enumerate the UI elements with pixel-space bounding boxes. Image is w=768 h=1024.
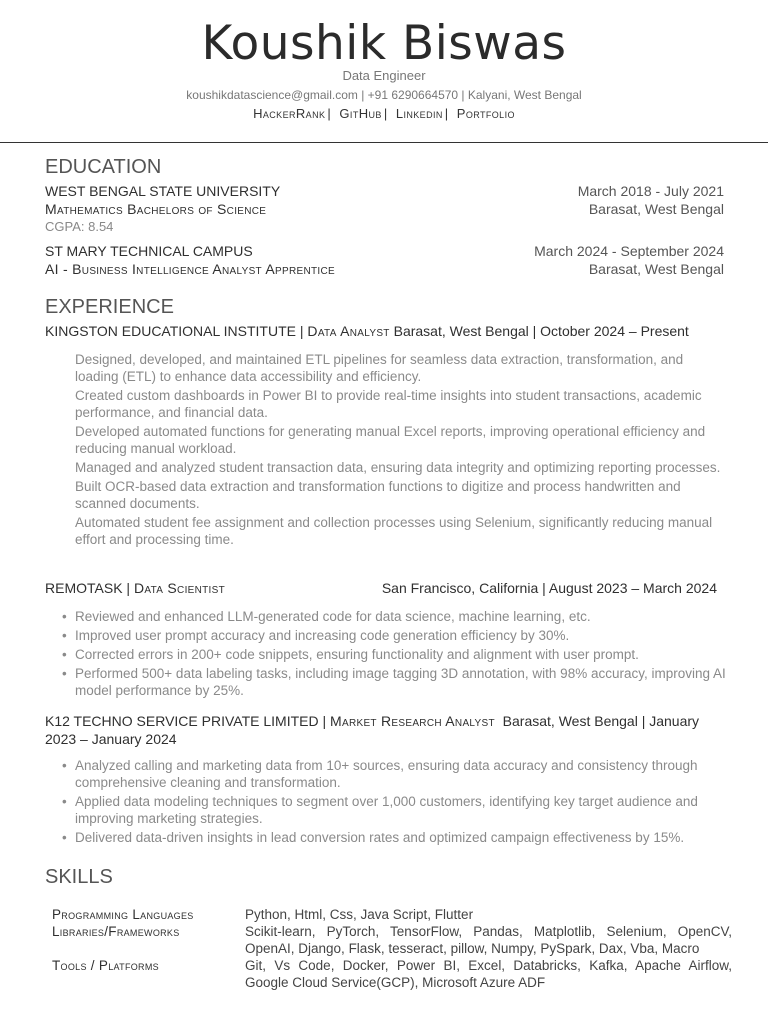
bullet-text: Corrected errors in 200+ code snippets, ensuring functionality and alignment with user prompt.: [75, 647, 639, 662]
degree-name: Mathematics Bachelors of Science: [45, 201, 267, 217]
bullet-dot-icon: •: [62, 830, 67, 845]
skill-value: Scikit-learn, PyTorch, TensorFlow, Pandas, Matplotlib, Selenium, OpenCV, OpenAI, Django, Flask, tesseract, pillow, Numpy, PySpark, Dax, Vba, Macro: [245, 924, 732, 956]
skill-row: [52, 957, 732, 991]
job-header: KINGSTON EDUCATIONAL INSTITUTE | Data Analyst Barasat, West Bengal | October 2024 – Present: [45, 323, 689, 339]
bullet-text: Automated student fee assignment and collection processes using Selenium, significantly reducing manual effort and processing time.: [75, 515, 713, 547]
education-entry-degree: [45, 201, 724, 217]
skill-value: Python, Html, Css, Java Script, Flutter: [245, 907, 474, 922]
bullet-text: Delivered data-driven insights in lead conversion rates and optimized campaign effectiveness by 15%.: [75, 830, 685, 845]
bullet-item: [62, 423, 730, 457]
bullet-dot-icon: •: [62, 794, 67, 809]
bullet-item: [62, 665, 730, 699]
job-role: Market Research Analyst: [330, 713, 495, 729]
company-name: REMOTASK: [45, 580, 123, 596]
bullet-item: [62, 478, 730, 512]
bullet-item: [62, 829, 730, 846]
profile-links: [0, 106, 768, 121]
bullet-text: Managed and analyzed student transaction data, ensuring data integrity and optimizing reporting processes.: [75, 460, 721, 475]
degree-name: AI - Business Intelligence Analyst Apprentice: [45, 261, 335, 277]
contact-line: koushikdatascience@gmail.com | +91 6290664570 | Kalyani, West Bengal: [186, 88, 582, 102]
job-meta: San Francisco, California | August 2023 – March 2024: [381, 580, 717, 596]
experience-heading: EXPERIENCE: [45, 296, 174, 318]
school-name: WEST BENGAL STATE UNIVERSITY: [45, 183, 281, 199]
link-linkedin[interactable]: Linkedin: [395, 106, 443, 121]
education-entry-school: [45, 183, 724, 199]
education-gpa: CGPA: 8.54: [45, 219, 114, 234]
education-entry-degree: [45, 261, 724, 277]
bullet-dot-icon: •: [62, 609, 67, 624]
header-divider: [0, 142, 768, 143]
school-dates: March 2024 - September 2024: [534, 243, 724, 259]
bullet-dot-icon: •: [62, 647, 67, 662]
bullet-item: [62, 459, 730, 476]
school-name: ST MARY TECHNICAL CAMPUS: [45, 243, 253, 259]
bullet-item: [62, 793, 730, 827]
bullet-text: Reviewed and enhanced LLM-generated code for data science, machine learning, etc.: [75, 609, 591, 624]
bullet-text: Performed 500+ data labeling tasks, including image tagging 3D annotation, with 98% accuracy, improving AI model performance by 25%.: [75, 666, 726, 698]
skill-row: [52, 923, 732, 957]
job-bullets: [62, 608, 730, 701]
company-name: KINGSTON EDUCATIONAL INSTITUTE: [45, 323, 296, 339]
candidate-name: Koushik Biswas: [201, 16, 567, 71]
bullet-text: Applied data modeling techniques to segment over 1,000 customers, identifying key target audience and improving marketing strategies.: [75, 794, 698, 826]
job-meta: Barasat, West Bengal | October 2024 – Present: [393, 323, 689, 339]
job-role: Data Analyst: [307, 323, 390, 339]
bullet-text: Built OCR-based data extraction and transformation functions to digitize and process handwritten and scanned documents.: [75, 479, 681, 511]
link-hackerrank[interactable]: HackerRank: [253, 106, 326, 121]
bullet-item: [62, 627, 730, 644]
bullet-text: Improved user prompt accuracy and increasing code generation efficiency by 30%.: [75, 628, 570, 643]
bullet-dot-icon: •: [62, 666, 67, 681]
bullet-item: [62, 387, 730, 421]
bullet-text: Analyzed calling and marketing data from 10+ sources, ensuring data accuracy and consistency through comprehensive cleaning and transformation.: [75, 758, 698, 790]
skills-heading: SKILLS: [45, 866, 113, 888]
link-separator: |: [444, 106, 449, 121]
bullet-item: [62, 608, 730, 625]
job-bullets: [62, 351, 730, 550]
link-separator: |: [327, 106, 331, 121]
bullet-text: Created custom dashboards in Power BI to provide real-time insights into student transactions, academic performance, and financial data.: [75, 388, 702, 420]
bullet-text: Designed, developed, and maintained ETL pipelines for seamless data extraction, transformation, and loading (ETL) to enhance data accessibility and efficiency.: [75, 352, 684, 384]
school-location: Barasat, West Bengal: [588, 201, 724, 217]
bullet-dot-icon: •: [62, 628, 67, 643]
skill-value: Git, Vs Code, Docker, Power BI, Excel, Databricks, Kafka, Apache Airflow, Google Cloud Service(GCP), Microsoft Azure ADF: [245, 958, 732, 990]
job-header: REMOTASK | Data Scientist San Francisco, California | August 2023 – March 2024: [45, 580, 717, 596]
candidate-role: Data Engineer: [342, 68, 426, 83]
education-entry-school: [45, 243, 724, 259]
school-location: Barasat, West Bengal: [588, 261, 724, 277]
bullet-item: [62, 351, 730, 385]
bullet-text: Developed automated functions for generating manual Excel reports, improving operational efficiency and reducing manual workload.: [75, 424, 706, 456]
link-separator: |: [383, 106, 388, 121]
job-meta: Barasat, West Bengal | January 2023 – January 2024: [45, 713, 700, 747]
skill-label: Libraries/Frameworks: [52, 924, 180, 939]
link-portfolio[interactable]: Portfolio: [456, 106, 515, 121]
skill-label: Programming Languages: [52, 907, 194, 922]
bullet-item: [62, 757, 730, 791]
skills-table: [52, 906, 732, 991]
bullet-item: [62, 646, 730, 663]
bullet-dot-icon: •: [62, 758, 67, 773]
link-github[interactable]: GitHub: [339, 106, 382, 121]
education-heading: EDUCATION: [45, 156, 162, 178]
bullet-item: [62, 514, 730, 548]
skill-label: Tools / Platforms: [52, 958, 159, 973]
company-name: K12 TECHNO SERVICE PRIVATE LIMITED: [45, 713, 319, 729]
job-header: K12 TECHNO SERVICE PRIVATE LIMITED | Market Research Analyst Barasat, West Bengal | January 2023 – January 2024: [45, 713, 700, 747]
skill-row: [52, 906, 732, 923]
school-dates: March 2018 - July 2021: [577, 183, 724, 199]
job-role: Data Scientist: [133, 580, 226, 596]
job-bullets: [62, 757, 730, 848]
